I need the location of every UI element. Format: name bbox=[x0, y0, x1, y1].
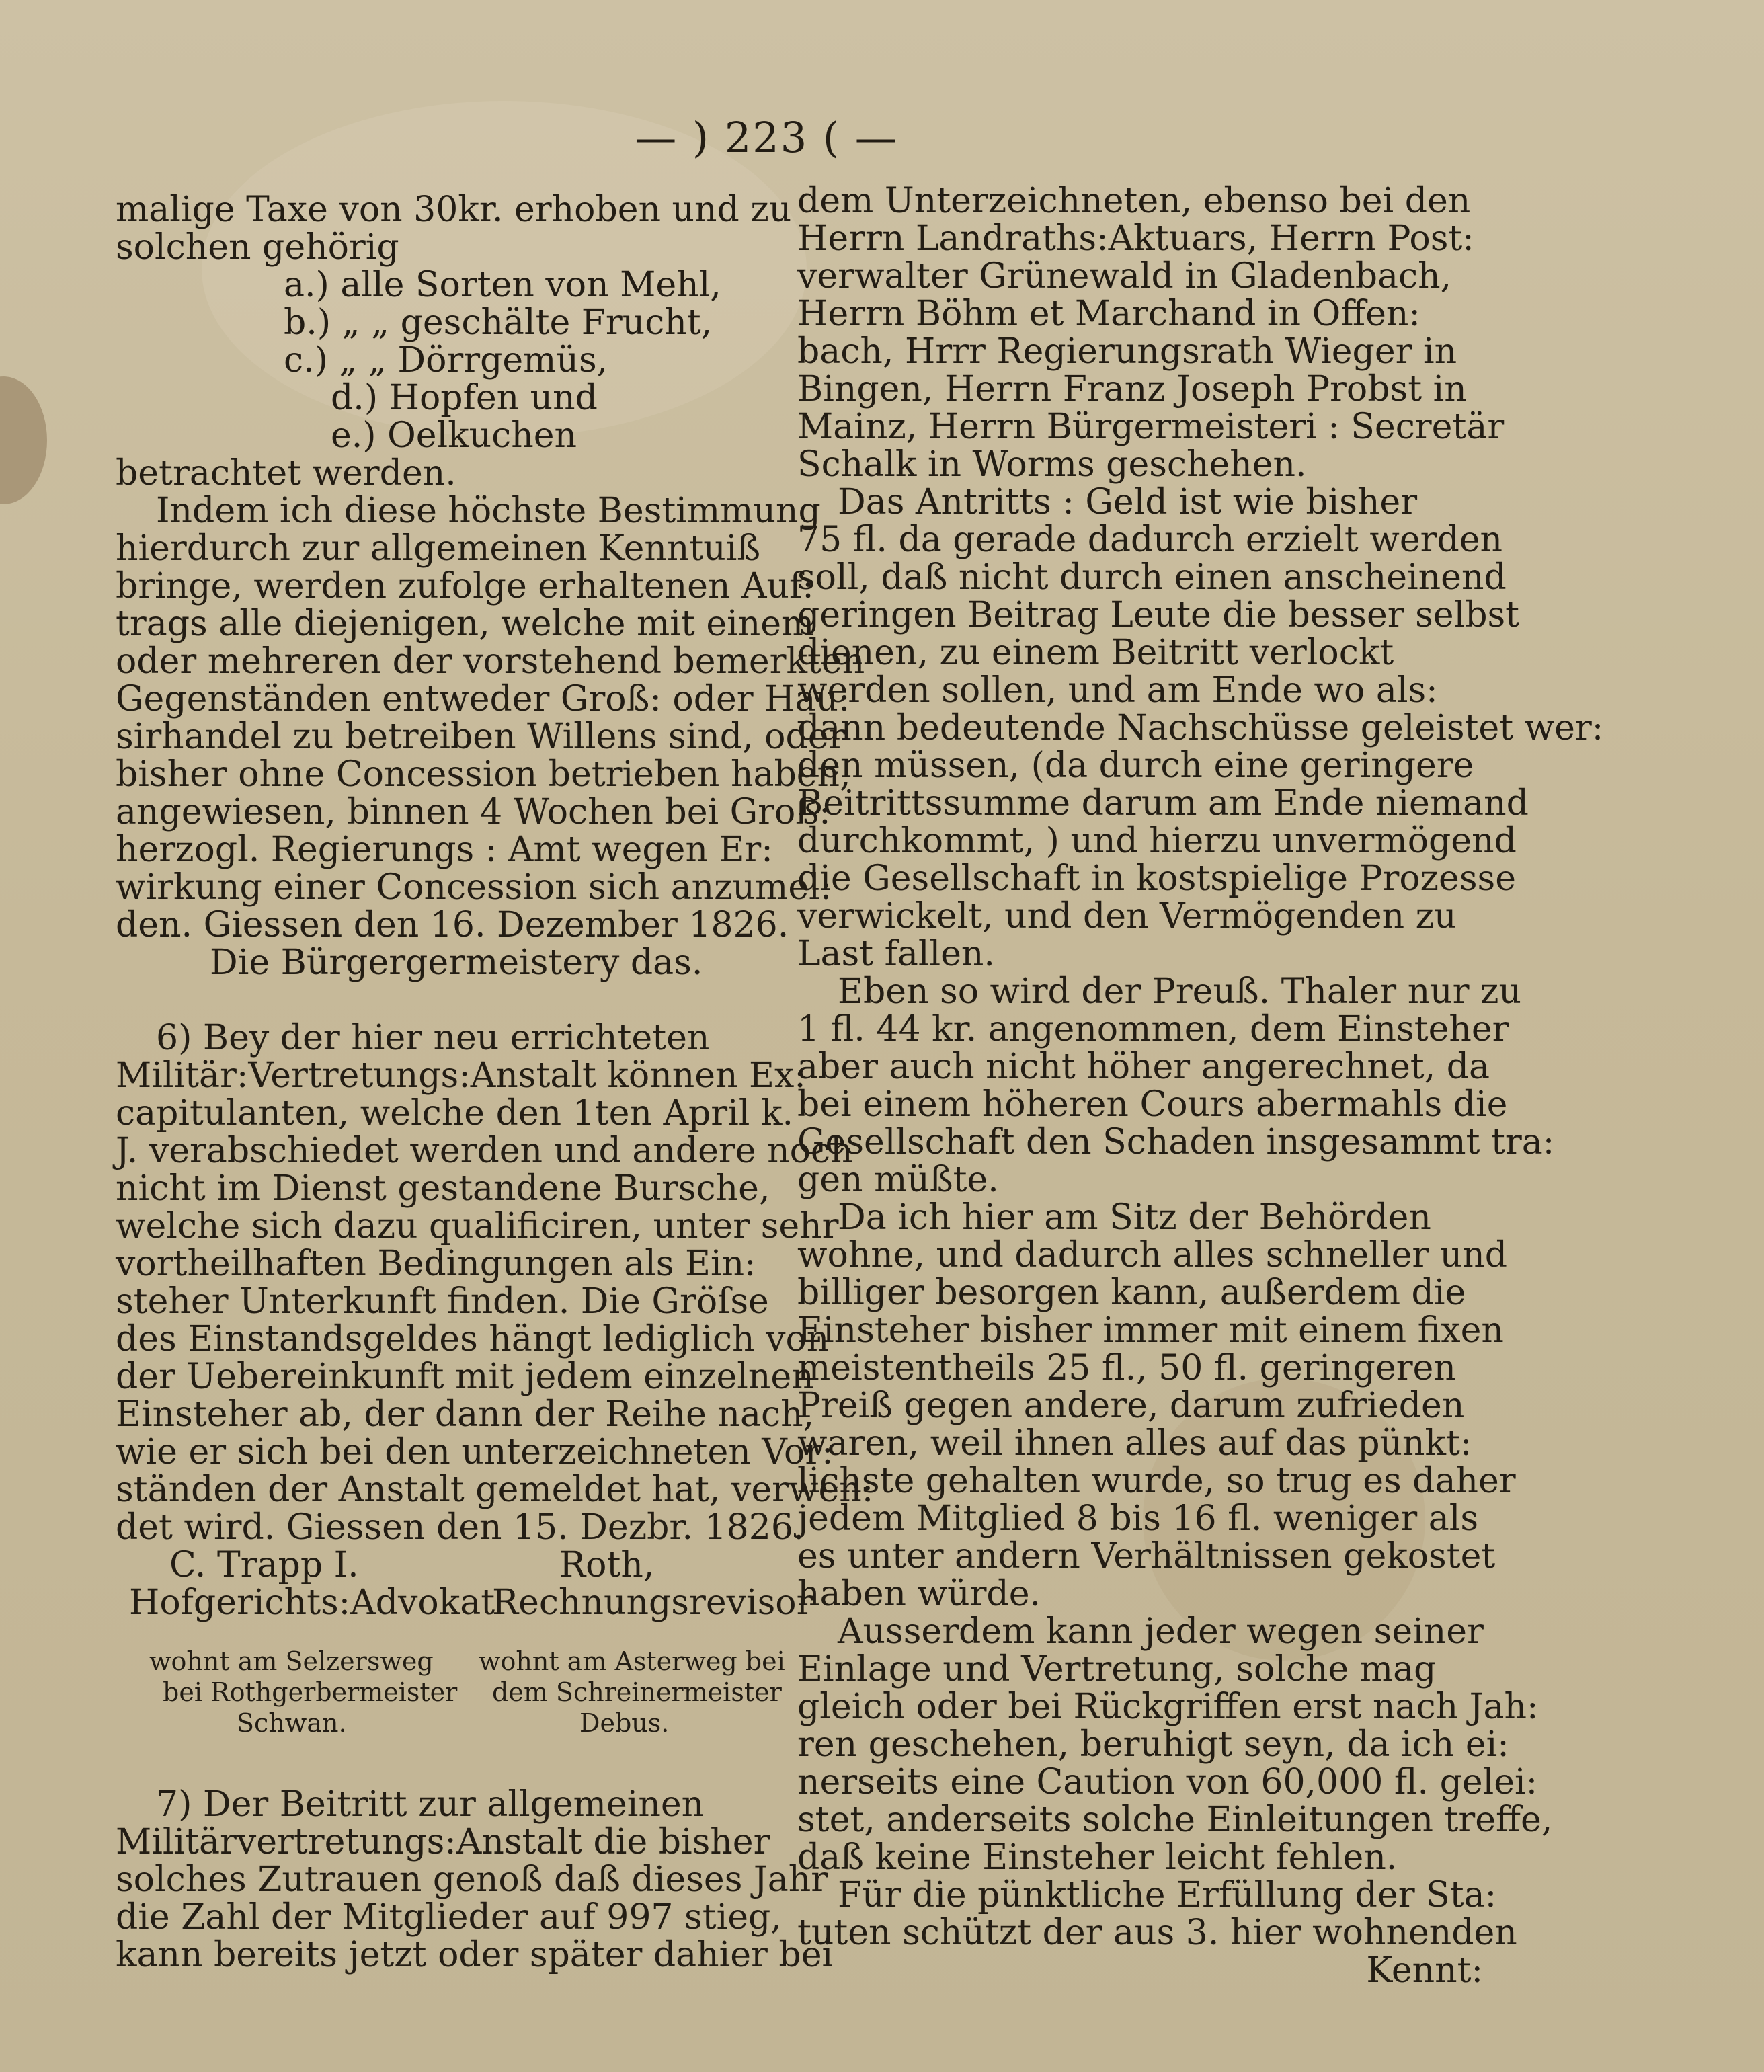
text-line: gen müßte. bbox=[797, 1160, 999, 1200]
text-line: es unter andern Verhältnissen gekostet bbox=[797, 1536, 1496, 1577]
text-line: hierdurch zur allgemeinen Kenntuiß bbox=[116, 528, 761, 569]
text-line: billiger besorgen kann, außerdem die bbox=[797, 1273, 1466, 1313]
text-line: tuten schützt der aus 3. hier wohnenden bbox=[797, 1913, 1517, 1953]
text-line: werden sollen, und am Ende wo als: bbox=[797, 670, 1438, 711]
text-line: 6) Bey der hier neu errichteten bbox=[156, 1018, 710, 1058]
text-line: 75 fl. da gerade dadurch erzielt werden bbox=[797, 520, 1503, 560]
text-line: geringen Beitrag Leute die besser selbst bbox=[797, 595, 1520, 635]
text-line: bach, Hrrr Regierungsrath Wieger in bbox=[797, 331, 1457, 372]
text-line: sirhandel zu betreiben Willens sind, oder bbox=[116, 717, 846, 757]
text-line: verwickelt, und den Vermögenden zu bbox=[797, 896, 1457, 937]
list-item: c.) „ „ Dörrgemüs, bbox=[284, 340, 608, 381]
signatory-address bbox=[116, 1646, 795, 1677]
address-line: Debus. bbox=[579, 1708, 670, 1738]
text-line: Einsteher ab, der dann der Reihe nach, bbox=[116, 1394, 815, 1435]
text-line: wirkung einer Concession sich anzumel: bbox=[116, 867, 832, 908]
signatory-titles bbox=[116, 1583, 813, 1623]
address-line: dem Schreinermeister bbox=[492, 1677, 782, 1707]
address-line: Schwan. bbox=[237, 1708, 347, 1738]
text-line: 7) Der Beitritt zur allgemeinen bbox=[156, 1784, 705, 1825]
text-line: stet, anderseits solche Einleitungen treffe, bbox=[797, 1800, 1553, 1840]
list-item: d.) Hopfen und bbox=[331, 378, 598, 418]
text-line: die Gesellschaft in kostspielige Prozesse bbox=[797, 859, 1516, 899]
spacer bbox=[116, 1739, 795, 1786]
text-line: aber auch nicht höher angerechnet, da bbox=[797, 1047, 1490, 1087]
text-line: solchen gehörig bbox=[116, 227, 399, 268]
text-line: nerseits eine Caution von 60,000 fl. gelei: bbox=[797, 1762, 1538, 1802]
list-item: a.) alle Sorten von Mehl, bbox=[284, 265, 721, 305]
signatory-title: Rechnungsrevisor bbox=[492, 1583, 813, 1623]
text-line: vortheilhaften Bedingungen als Ein: bbox=[116, 1244, 756, 1284]
page-number: — ) 223 ( — bbox=[635, 113, 898, 162]
text-line: Einsteher bisher immer mit einem fixen bbox=[797, 1310, 1504, 1351]
text-line: daß keine Einsteher leicht fehlen. bbox=[797, 1837, 1398, 1878]
text-line: Gegenständen entweder Groß: oder Hau: bbox=[116, 679, 850, 719]
text-line: jedem Mitglied 8 bis 16 fl. weniger als bbox=[797, 1499, 1479, 1539]
text-line: dem Unterzeichneten, ebenso bei den bbox=[797, 181, 1471, 221]
list-item: b.) „ „ geschälte Frucht, bbox=[284, 303, 713, 343]
text-line: Bingen, Herrn Franz Joseph Probst in bbox=[797, 369, 1467, 409]
text-line: welche sich dazu qualificiren, unter sehr bbox=[116, 1206, 839, 1246]
text-line: bei einem höheren Cours abermahls die bbox=[797, 1084, 1508, 1125]
text-line: betrachtet werden. bbox=[116, 453, 456, 493]
text-line: Einlage und Vertretung, solche mag bbox=[797, 1649, 1437, 1689]
address-line: bei Rothgerbermeister bbox=[163, 1677, 458, 1707]
text-line: capitulanten, welche den 1ten April k. bbox=[116, 1093, 793, 1133]
right-column bbox=[797, 181, 1604, 1991]
text-line: waren, weil ihnen alles auf das pünkt: bbox=[797, 1423, 1472, 1464]
ink-stain bbox=[0, 376, 47, 504]
text-line: Militär:Vertretungs:Anstalt können Ex: bbox=[116, 1055, 806, 1096]
text-line: meistentheils 25 fl., 50 fl. geringeren bbox=[797, 1348, 1456, 1388]
spacer bbox=[116, 982, 795, 1019]
signature-line: Die Bürgergermeistery das. bbox=[210, 943, 703, 983]
text-line: angewiesen, binnen 4 Wochen bei Groß: bbox=[116, 792, 831, 832]
signatory-title: Hofgerichts:Advokat bbox=[129, 1583, 495, 1623]
text-line: verwalter Grünewald in Gladenbach, bbox=[797, 256, 1452, 296]
text-line: Last fallen. bbox=[797, 934, 995, 974]
text-line: steher Unterkunft finden. Die Gröſse bbox=[116, 1281, 769, 1322]
address-line: wohnt am Asterweg bei bbox=[479, 1646, 785, 1676]
text-line: der Uebereinkunft mit jedem einzelnen bbox=[116, 1357, 814, 1397]
signatory-name: Roth, bbox=[559, 1545, 655, 1585]
text-line: wohne, und dadurch alles schneller und bbox=[797, 1235, 1507, 1275]
text-line: lichste gehalten wurde, so trug es daher bbox=[797, 1461, 1516, 1501]
text-line: trags alle diejenigen, welche mit einem bbox=[116, 604, 815, 644]
text-line: Ausserdem kann jeder wegen seiner bbox=[838, 1611, 1484, 1652]
text-line: Das Antritts : Geld ist wie bisher bbox=[838, 482, 1418, 522]
text-line: solches Zutrauen genoß daß dieses Jahr bbox=[116, 1860, 828, 1900]
text-line: Herrn Böhm et Marchand in Offen: bbox=[797, 294, 1420, 334]
text-line: bringe, werden zufolge erhaltenen Auf: bbox=[116, 566, 814, 606]
left-column bbox=[116, 190, 874, 1975]
text-line: wie er sich bei den unterzeichneten Vor: bbox=[116, 1432, 834, 1472]
catchword: Kennt: bbox=[1366, 1950, 1483, 1991]
text-line: Da ich hier am Sitz der Behörden bbox=[838, 1197, 1431, 1238]
text-line: dienen, zu einem Beitritt verlockt bbox=[797, 633, 1394, 673]
text-line: ren geschehen, beruhigt seyn, da ich ei: bbox=[797, 1724, 1509, 1765]
text-line: herzogl. Regierungs : Amt wegen Er: bbox=[116, 830, 773, 870]
text-line: 1 fl. 44 kr. angenommen, dem Einsteher bbox=[797, 1009, 1509, 1049]
text-line: ständen der Anstalt gemeldet hat, verwen: bbox=[116, 1470, 874, 1510]
text-line: oder mehreren der vorstehend bemerkten bbox=[116, 641, 865, 682]
text-line: soll, daß nicht durch einen anscheinend bbox=[797, 557, 1507, 598]
text-line: Beitrittssumme darum am Ende niemand bbox=[797, 783, 1529, 824]
text-line: gleich oder bei Rückgriffen erst nach Jah: bbox=[797, 1687, 1539, 1727]
text-line: det wird. Giessen den 15. Dezbr. 1826. bbox=[116, 1507, 805, 1548]
spacer bbox=[116, 1622, 795, 1646]
signatory-names bbox=[116, 1546, 795, 1584]
signatory-address bbox=[116, 1708, 795, 1739]
text-line: Indem ich diese höchste Bestimmung bbox=[156, 491, 821, 531]
text-line: J. verabschiedet werden und andere noch bbox=[116, 1131, 853, 1171]
text-line: des Einstandsgeldes hängt lediglich von bbox=[116, 1319, 830, 1359]
text-line: Gesellschaft den Schaden insgesammt tra: bbox=[797, 1122, 1555, 1162]
text-line: malige Taxe von 30kr. erhoben und zu bbox=[116, 190, 792, 230]
text-line: kann bereits jetzt oder später dahier bei bbox=[116, 1935, 834, 1975]
text-line: den müssen, (da durch eine geringere bbox=[797, 746, 1474, 786]
text-line: Militärvertretungs:Anstalt die bisher bbox=[116, 1822, 770, 1862]
text-line: durchkommt, ) und hierzu unvermögend bbox=[797, 821, 1517, 861]
text-line: Schalk in Worms geschehen. bbox=[797, 444, 1307, 485]
signatory-address bbox=[116, 1677, 795, 1708]
text-line: dann bedeutende Nachschüsse geleistet wer: bbox=[797, 708, 1604, 748]
text-line: nicht im Dienst gestandene Bursche, bbox=[116, 1168, 770, 1209]
text-line: den. Giessen den 16. Dezember 1826. bbox=[116, 905, 789, 945]
text-line: die Zahl der Mitglieder auf 997 stieg, bbox=[116, 1897, 782, 1938]
text-line: Preiß gegen andere, darum zufrieden bbox=[797, 1386, 1465, 1426]
text-line: Mainz, Herrn Bürgermeisteri : Secretär bbox=[797, 407, 1505, 447]
text-line: Herrn Landraths:Aktuars, Herrn Post: bbox=[797, 218, 1474, 259]
signatory-name: C. Trapp I. bbox=[169, 1545, 359, 1585]
text-line: haben würde. bbox=[797, 1574, 1041, 1614]
address-line: wohnt am Selzersweg bbox=[149, 1646, 434, 1676]
text-line: Eben so wird der Preuß. Thaler nur zu bbox=[838, 971, 1521, 1012]
text-line: Für die pünktliche Erfüllung der Sta: bbox=[838, 1875, 1497, 1915]
text-line: bisher ohne Concession betrieben haben, bbox=[116, 754, 851, 795]
list-item: e.) Oelkuchen bbox=[331, 415, 577, 456]
